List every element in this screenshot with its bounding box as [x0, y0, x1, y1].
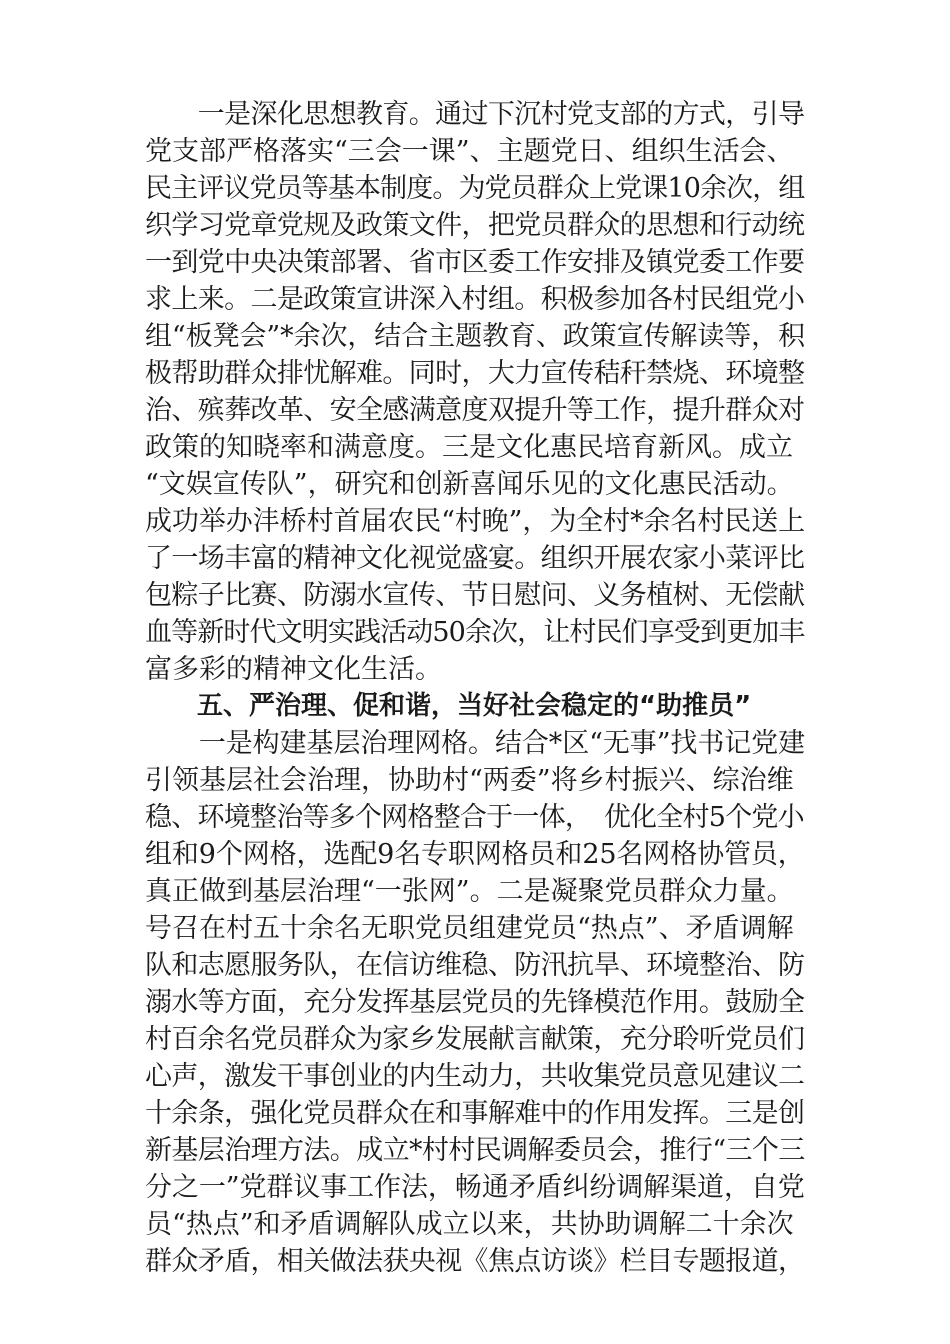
text-line: 十余条，强化党员群众在和事解难中的作用发挥。三是创	[145, 1098, 805, 1129]
text-line: 真正做到基层治理“一张网”。二是凝聚党员群众力量。	[145, 876, 794, 907]
text-line: 员“热点”和矛盾调解队成立以来，共协助调解二十余次	[145, 1209, 794, 1240]
text-line: 织学习党章党规及政策文件，把党员群众的思想和行动统	[145, 210, 805, 241]
text-line: 分之一”党群议事工作法，畅通矛盾纠纷调解渠道，自党	[145, 1172, 805, 1203]
text-line: 引领基层社会治理，协助村“两委”将乡村振兴、综治维	[145, 765, 794, 796]
text-line: 溺水等方面，充分发挥基层党员的先锋模范作用。鼓励全	[145, 987, 805, 1018]
text-line: 极帮助群众排忧解难。同时，大力宣传秸秆禁烧、环境整	[145, 358, 805, 389]
text-line: 一是构建基层治理网格。结合*区“无事”找书记党建	[145, 728, 805, 759]
text-line: 富多彩的精神文化生活。	[145, 654, 442, 685]
text-line: 成功举办沣桥村首届农民“村晚”，为全村*余名村民送上	[145, 506, 805, 537]
text-line: 稳、环境整治等多个网格整合于一体， 优化全村5个党小	[145, 802, 804, 833]
text-line: 队和志愿服务队，在信访维稳、防汛抗旱、环境整治、防	[145, 950, 805, 981]
text-line: 一是深化思想教育。通过下沉村党支部的方式，引导	[145, 99, 805, 130]
text-line: 群众矛盾，相关做法获央视《焦点访谈》栏目专题报道，	[145, 1246, 805, 1277]
text-line: 新基层治理方法。成立*村村民调解委员会，推行“三个三	[145, 1135, 805, 1166]
text-line: 包粽子比赛、防溺水宣传、节日慰问、义务植树、无偿献	[145, 580, 805, 611]
text-line: 号召在村五十余名无职党员组建党员“热点”、矛盾调解	[145, 913, 794, 944]
section-heading: 五、严治理、促和谐，当好社会稳定的“助推员”	[145, 691, 752, 721]
text-line: 民主评议党员等基本制度。为党员群众上党课10余次，组	[145, 173, 805, 204]
text-line: 组和9个网格，选配9名专职网格员和25名网格协管员，	[145, 839, 805, 870]
text-line: 治、殡葬改革、安全感满意度双提升等工作，提升群众对	[145, 395, 805, 426]
text-line: 心声，激发干事创业的内生动力，共收集党员意见建议二	[145, 1061, 805, 1092]
text-line: 求上来。二是政策宣讲深入村组。积极参加各村民组党小	[145, 284, 805, 315]
document-body	[145, 96, 805, 1280]
text-line: 一到党中央决策部署、省市区委工作安排及镇党委工作要	[145, 247, 805, 278]
text-line: 政策的知晓率和满意度。三是文化惠民培育新风。成立	[145, 432, 793, 463]
text-line: 组“板凳会”*余次，结合主题教育、政策宣传解读等，积	[145, 321, 805, 352]
text-line: 村百余名党员群众为家乡发展献言献策，充分聆听党员们	[145, 1024, 805, 1055]
text-line: “文娱宣传队”，研究和创新喜闻乐见的文化惠民活动。	[145, 469, 794, 500]
text-line: 血等新时代文明实践活动50余次，让村民们享受到更加丰	[145, 617, 805, 648]
text-line: 了一场丰富的精神文化视觉盛宴。组织开展农家小菜评比	[145, 543, 805, 574]
text-line: 党支部严格落实“三会一课”、主题党日、组织生活会、	[145, 136, 794, 167]
